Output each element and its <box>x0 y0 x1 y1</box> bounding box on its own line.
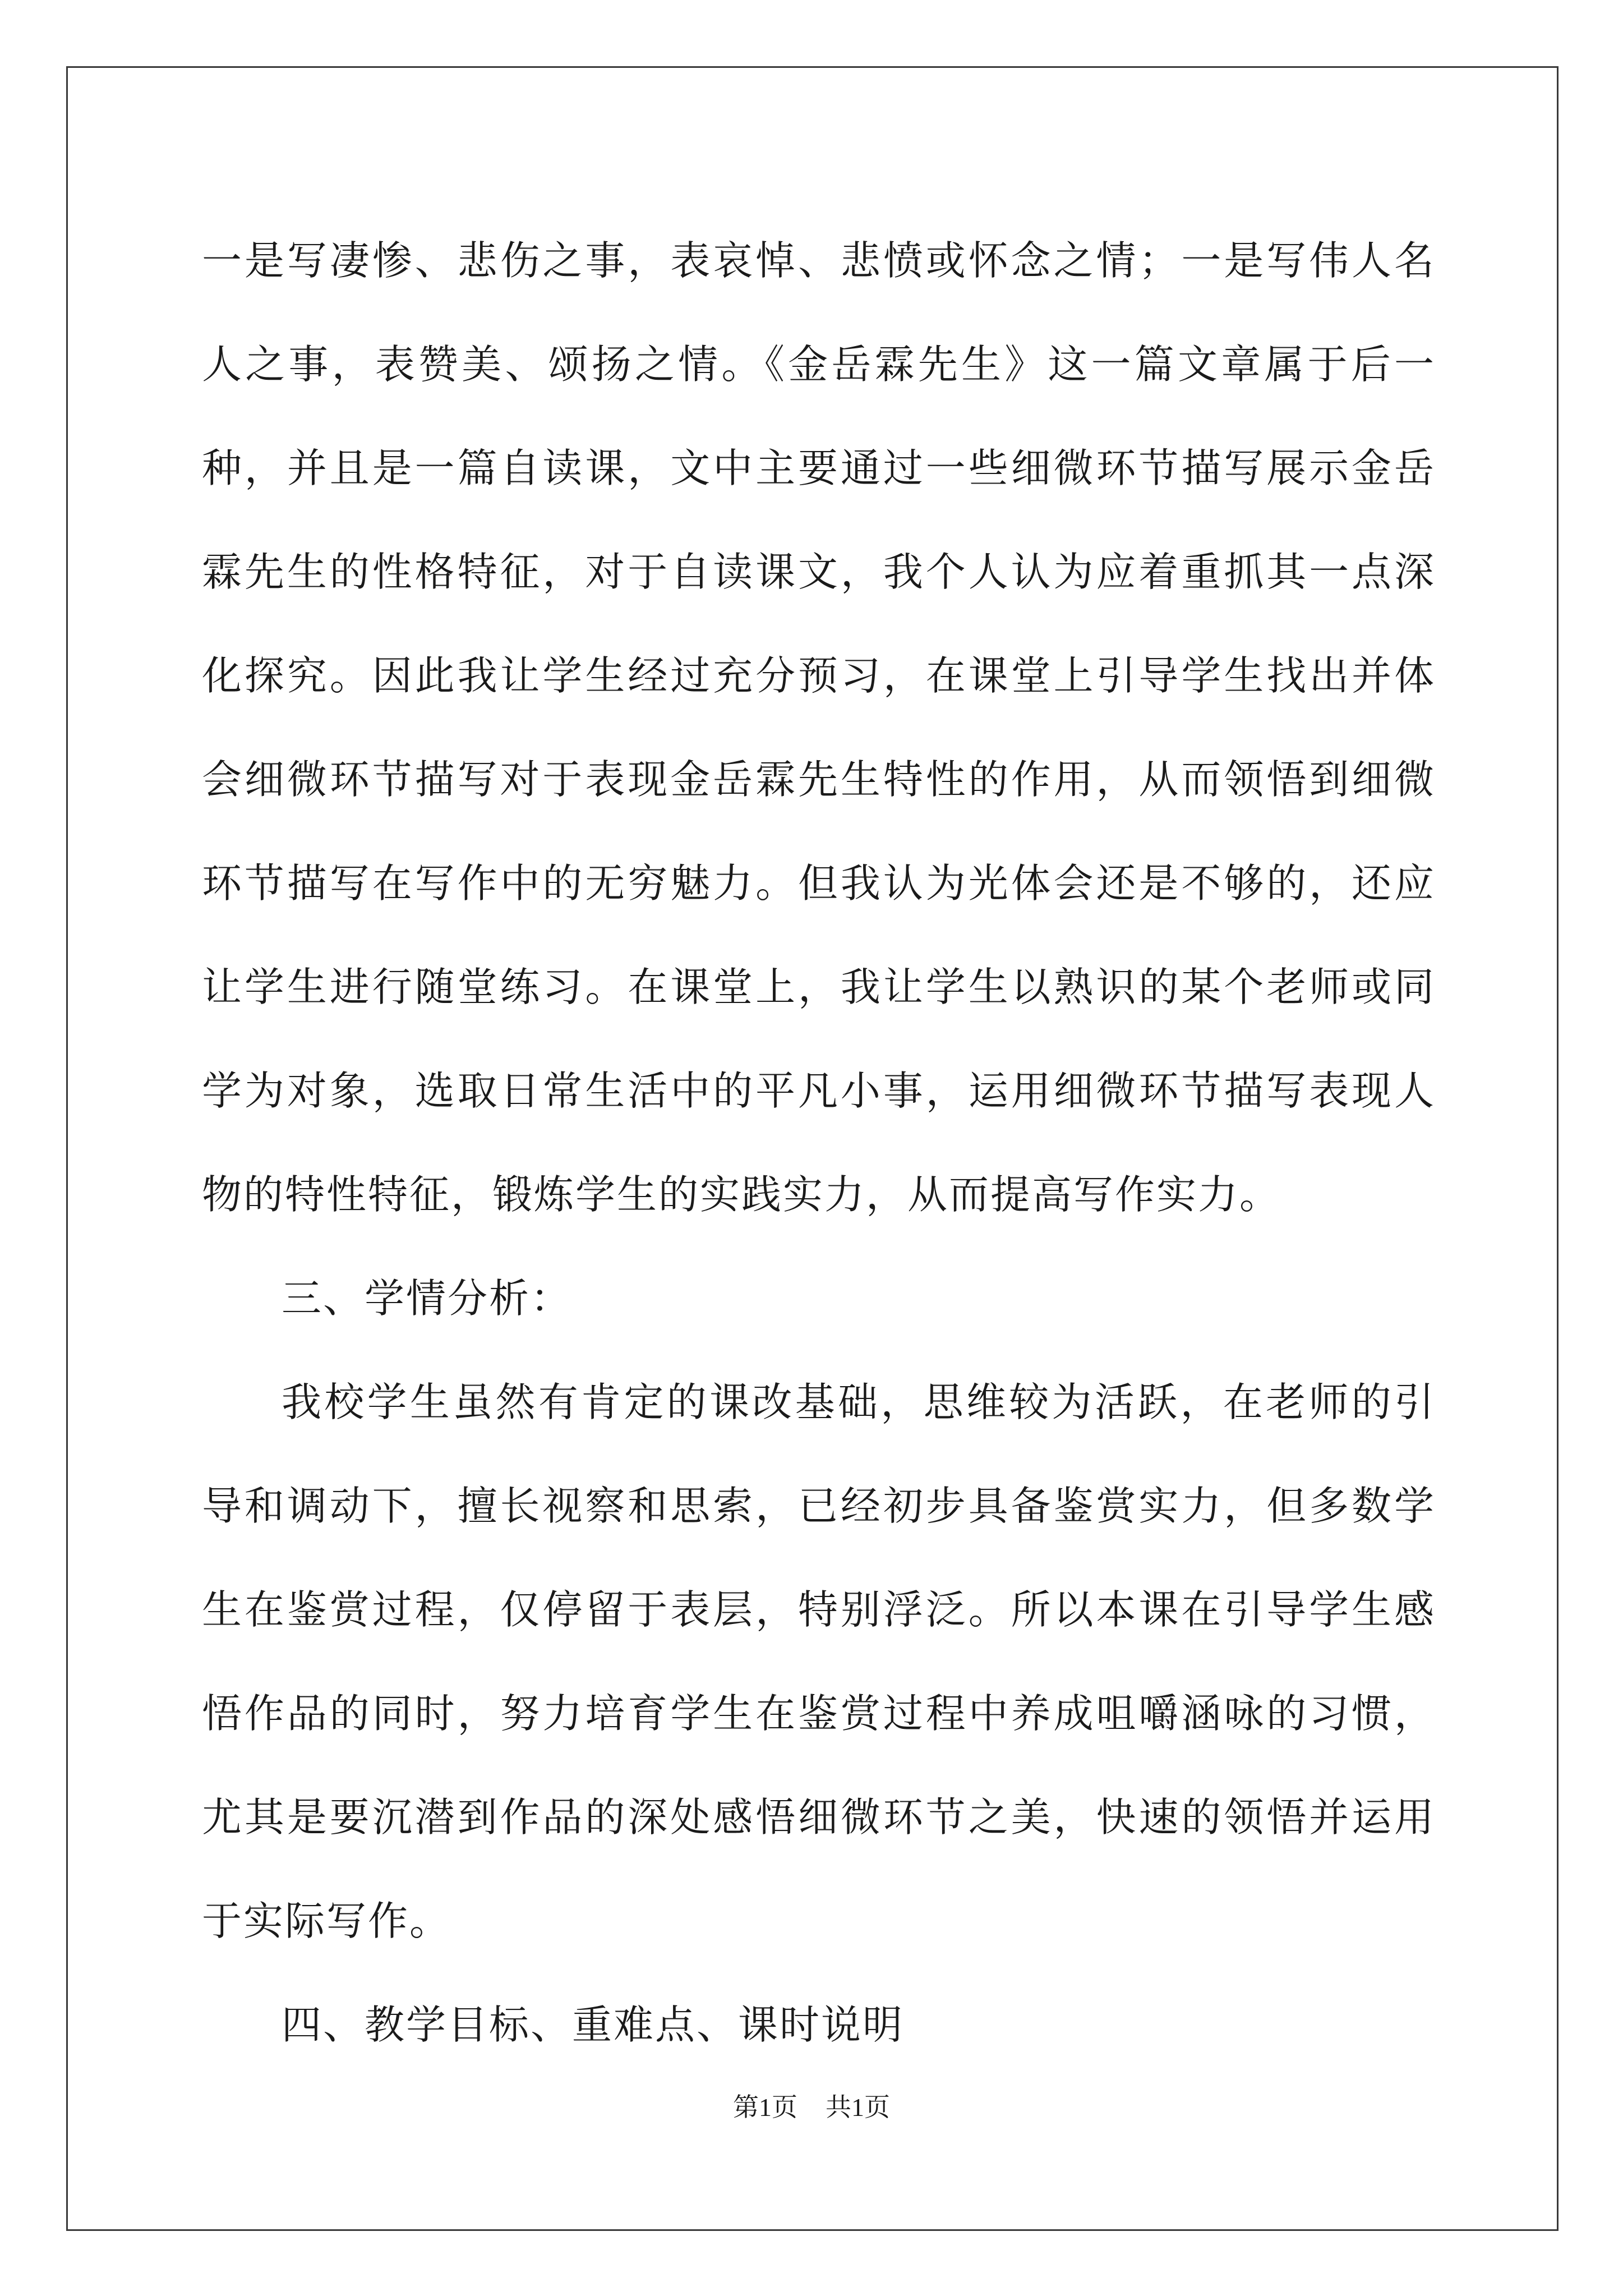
section-heading-4: 四、教学目标、重难点、课时说明 <box>282 2001 905 2048</box>
paragraph-2: 我校学生虽然有肯定的课改基础，思维较为活跃，在老师的引导和调动下，擅长视察和思索，已经初步具备鉴赏实力，但多数学生在鉴赏过程，仅停留于表层，特别浮泛。所以本课在引导学生感悟作品的同时，努力培育学生在鉴赏过程中养成咀嚼涵咏的习惯，尤其是要沉潜到作品的深处感悟细微环节之美，快速的领悟并运用于实际写作。 <box>202 1379 1436 1944</box>
document-body <box>202 209 1436 2077</box>
page-number: 第1页 <box>733 2093 797 2122</box>
section-heading-3: 三、学情分析： <box>282 1275 573 1322</box>
paragraph-1: 一是写凄惨、悲伤之事，表哀悼、悲愤或怀念之情；一是写伟人名人之事，表赞美、颂扬之情。《金岳霖先生》这一篇文章属于后一种，并且是一篇自读课，文中主要通过一些细微环节描写展示金岳霖先生的性格特征，对于自读课文，我个人认为应着重抓其一点深化探究。因此我让学生经过充分预习，在课堂上引导学生找出并体会细微环节描写对于表现金岳霖先生特性的作用，从而领悟到细微环节描写在写作中的无穷魅力。但我认为光体会还是不够的，还应让学生进行随堂练习。在课堂上，我让学生以熟识的某个老师或同学为对象，选取日常生活中的平凡小事，运用细微环节描写表现人物的特性特征，锻炼学生的实践实力，从而提高写作实力。 <box>202 237 1436 1218</box>
page-total: 共1页 <box>826 2093 890 2122</box>
page-footer <box>0 2087 1623 2124</box>
